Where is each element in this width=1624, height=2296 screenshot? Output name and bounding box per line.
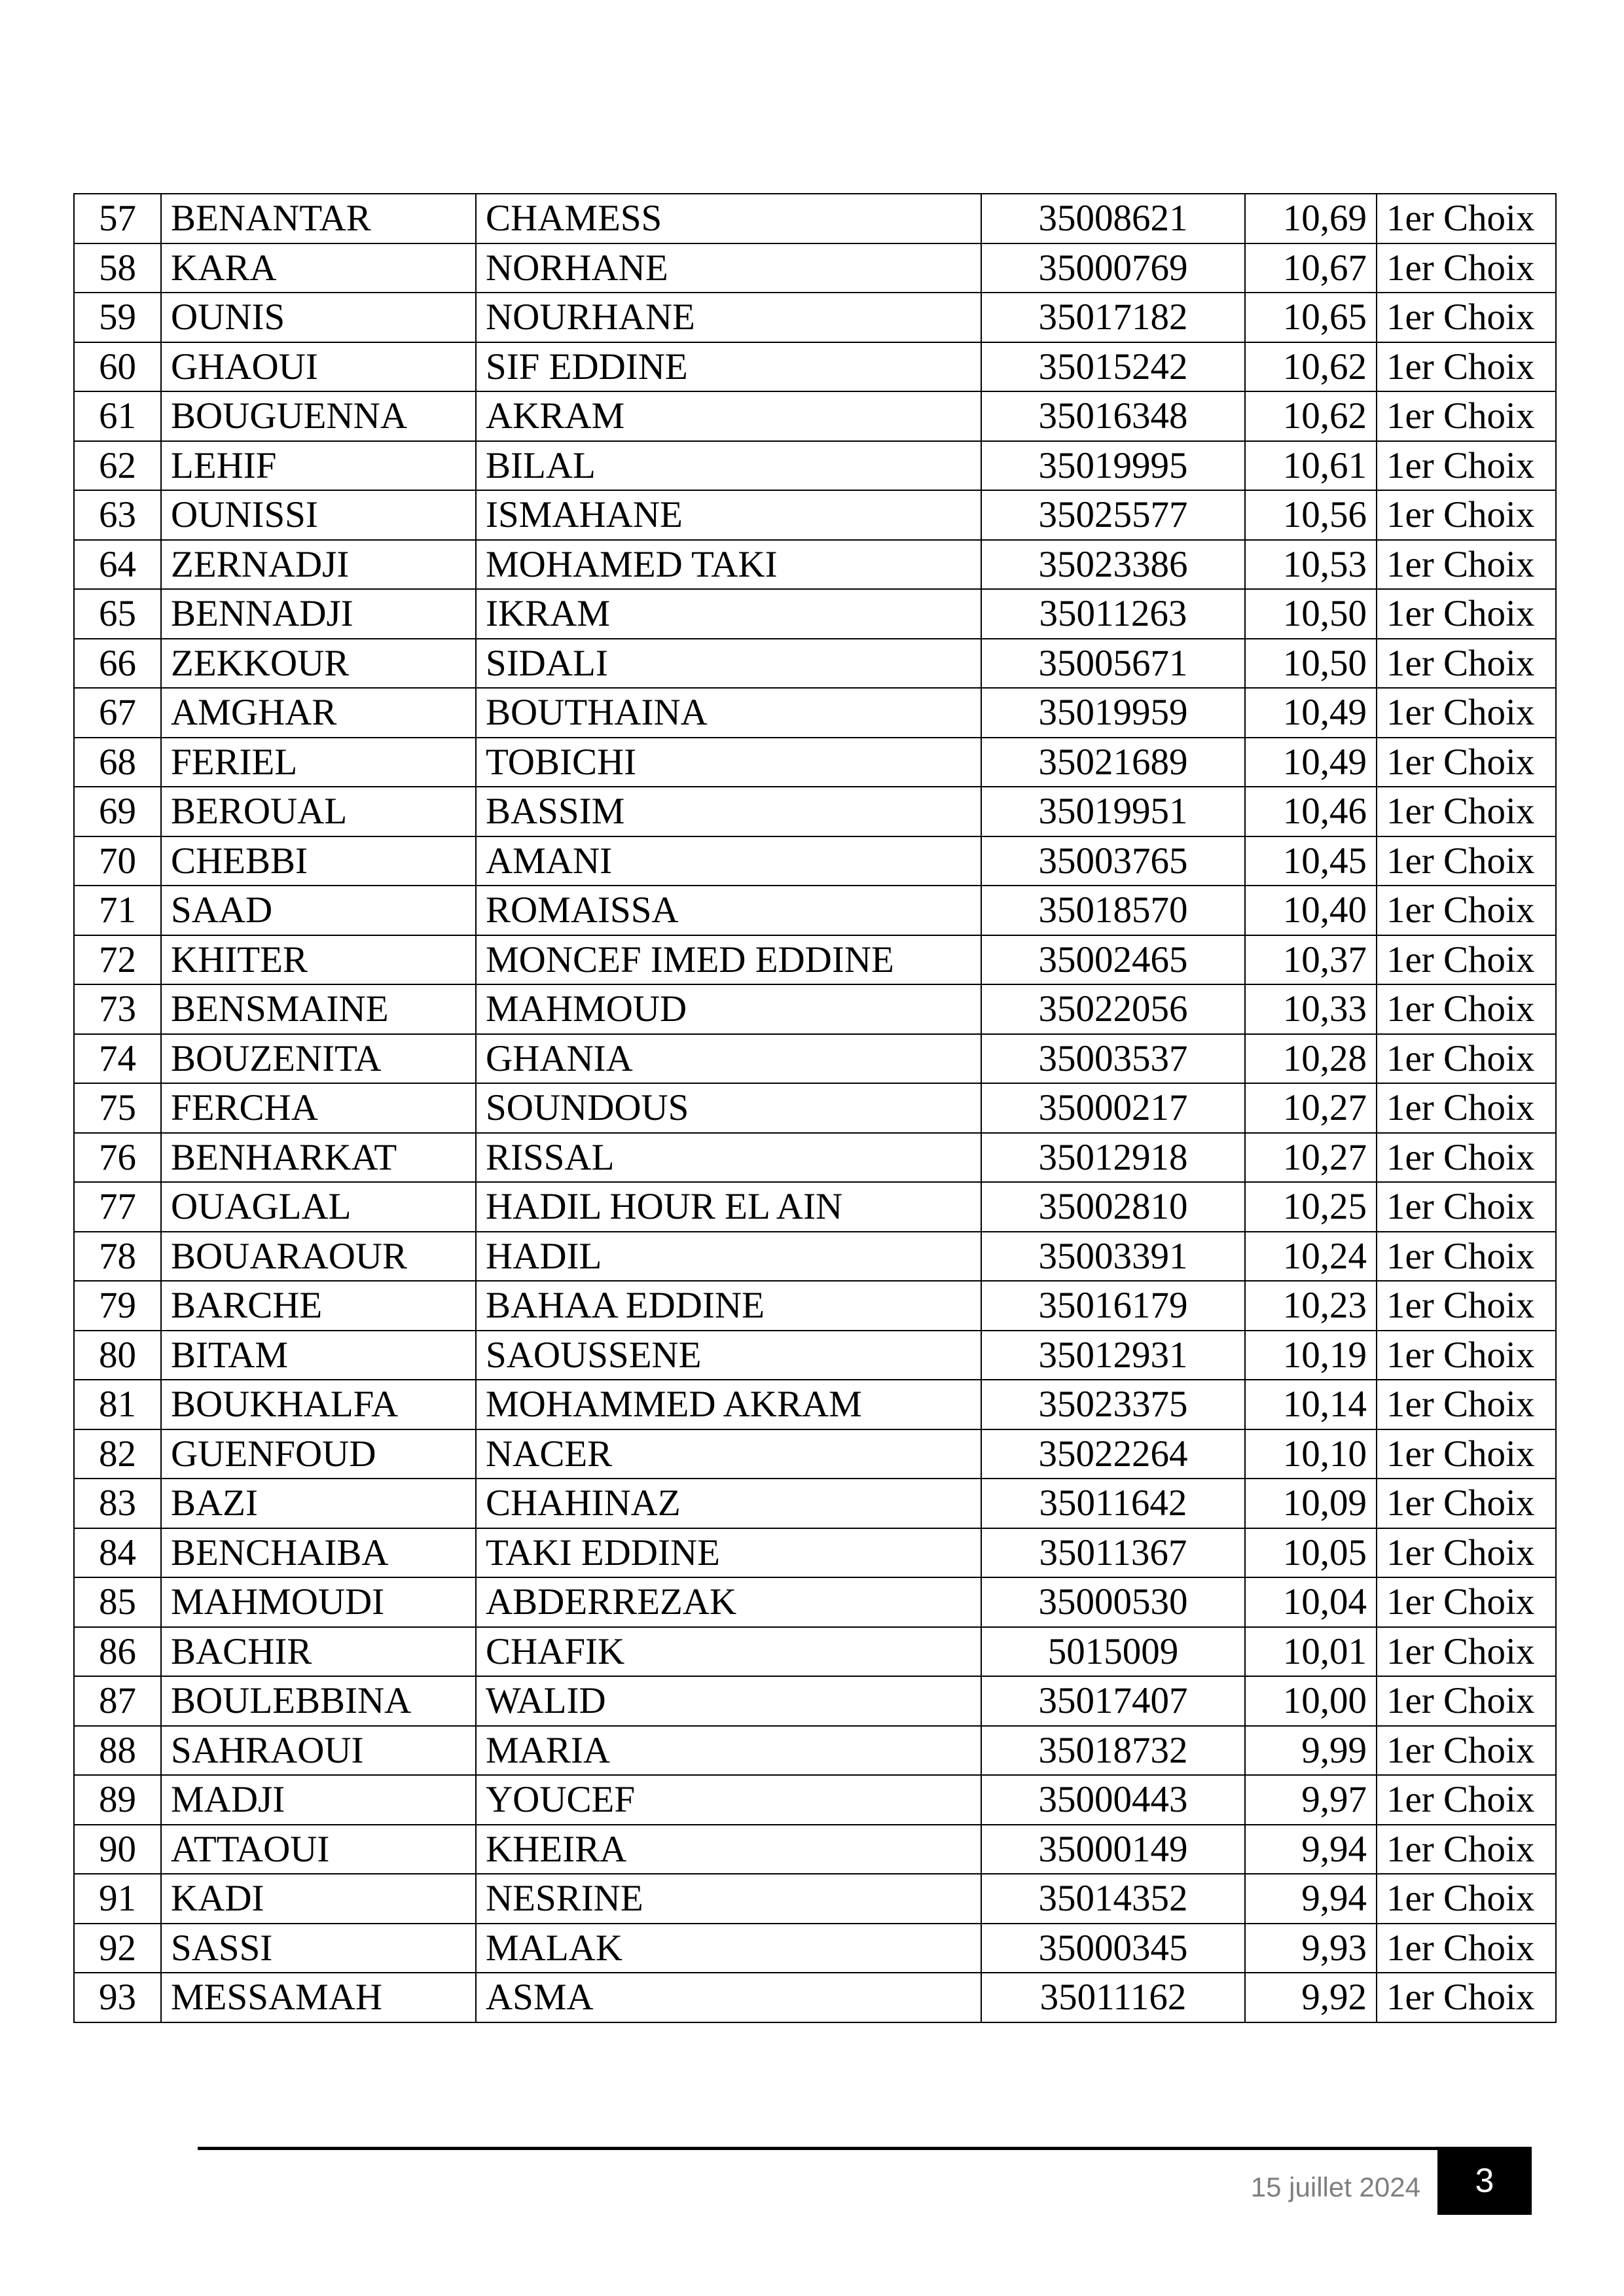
choice-cell: 1er Choix (1377, 1627, 1556, 1677)
score-cell: 10,37 (1245, 935, 1377, 985)
first-name-cell: KHEIRA (476, 1825, 981, 1874)
rank-cell: 63 (74, 490, 161, 540)
rank-cell: 80 (74, 1331, 161, 1380)
rank-cell: 93 (74, 1973, 161, 2022)
rank-cell: 74 (74, 1034, 161, 1084)
score-cell: 10,04 (1245, 1577, 1377, 1627)
last-name-cell: BENNADJI (161, 589, 476, 639)
first-name-cell: TOBICHI (476, 738, 981, 787)
last-name-cell: LEHIF (161, 441, 476, 491)
first-name-cell: NORHANE (476, 243, 981, 293)
table-row (74, 1479, 1556, 1528)
candidate-id-cell: 35018732 (981, 1726, 1245, 1776)
score-cell: 10,05 (1245, 1528, 1377, 1578)
table-row (74, 688, 1556, 738)
score-cell: 10,46 (1245, 787, 1377, 836)
rank-cell: 83 (74, 1479, 161, 1528)
first-name-cell: RISSAL (476, 1133, 981, 1183)
last-name-cell: GHAOUI (161, 342, 476, 392)
choice-cell: 1er Choix (1377, 243, 1556, 293)
candidate-id-cell: 5015009 (981, 1627, 1245, 1677)
score-cell: 10,25 (1245, 1182, 1377, 1232)
first-name-cell: CHAHINAZ (476, 1479, 981, 1528)
rank-cell: 68 (74, 738, 161, 787)
table-row (74, 1528, 1556, 1578)
candidate-id-cell: 35003765 (981, 836, 1245, 886)
score-cell: 9,99 (1245, 1726, 1377, 1776)
candidate-id-cell: 35002810 (981, 1182, 1245, 1232)
last-name-cell: SAAD (161, 886, 476, 935)
rank-cell: 86 (74, 1627, 161, 1677)
rank-cell: 64 (74, 540, 161, 590)
rank-cell: 79 (74, 1281, 161, 1331)
table-row (74, 243, 1556, 293)
last-name-cell: BAZI (161, 1479, 476, 1528)
score-cell: 10,33 (1245, 984, 1377, 1034)
choice-cell: 1er Choix (1377, 984, 1556, 1034)
rank-cell: 76 (74, 1133, 161, 1183)
choice-cell: 1er Choix (1377, 1775, 1556, 1825)
table-row (74, 1083, 1556, 1133)
score-cell: 10,45 (1245, 836, 1377, 886)
last-name-cell: BENANTAR (161, 194, 476, 243)
rank-cell: 62 (74, 441, 161, 491)
choice-cell: 1er Choix (1377, 1182, 1556, 1232)
choice-cell: 1er Choix (1377, 836, 1556, 886)
rank-cell: 82 (74, 1429, 161, 1479)
choice-cell: 1er Choix (1377, 886, 1556, 935)
table-row (74, 194, 1556, 243)
choice-cell: 1er Choix (1377, 391, 1556, 441)
choice-cell: 1er Choix (1377, 935, 1556, 985)
table-row (74, 1380, 1556, 1429)
choice-cell: 1er Choix (1377, 1726, 1556, 1776)
candidate-id-cell: 35018570 (981, 886, 1245, 935)
first-name-cell: ISMAHANE (476, 490, 981, 540)
first-name-cell: CHAMESS (476, 194, 981, 243)
table-row (74, 1331, 1556, 1380)
last-name-cell: MAHMOUDI (161, 1577, 476, 1627)
rank-cell: 57 (74, 194, 161, 243)
choice-cell: 1er Choix (1377, 441, 1556, 491)
choice-cell: 1er Choix (1377, 639, 1556, 689)
score-cell: 10,09 (1245, 1479, 1377, 1528)
choice-cell: 1er Choix (1377, 1232, 1556, 1282)
results-table (73, 193, 1557, 2023)
score-cell: 10,69 (1245, 194, 1377, 243)
score-cell: 10,19 (1245, 1331, 1377, 1380)
candidate-id-cell: 35021689 (981, 738, 1245, 787)
candidate-id-cell: 35019951 (981, 787, 1245, 836)
first-name-cell: NESRINE (476, 1874, 981, 1924)
table-row (74, 787, 1556, 836)
results-table-body (74, 194, 1556, 2022)
candidate-id-cell: 35002465 (981, 935, 1245, 985)
choice-cell: 1er Choix (1377, 1924, 1556, 1973)
candidate-id-cell: 35000345 (981, 1924, 1245, 1973)
table-row (74, 1924, 1556, 1973)
table-row (74, 1676, 1556, 1726)
table-row (74, 935, 1556, 985)
table-row (74, 342, 1556, 392)
candidate-id-cell: 35016179 (981, 1281, 1245, 1331)
table-row (74, 1034, 1556, 1084)
last-name-cell: AMGHAR (161, 688, 476, 738)
rank-cell: 75 (74, 1083, 161, 1133)
choice-cell: 1er Choix (1377, 787, 1556, 836)
rank-cell: 78 (74, 1232, 161, 1282)
score-cell: 10,50 (1245, 589, 1377, 639)
table-row (74, 1627, 1556, 1677)
score-cell: 10,27 (1245, 1083, 1377, 1133)
score-cell: 10,53 (1245, 540, 1377, 590)
first-name-cell: YOUCEF (476, 1775, 981, 1825)
table-row (74, 441, 1556, 491)
last-name-cell: FERCHA (161, 1083, 476, 1133)
score-cell: 10,67 (1245, 243, 1377, 293)
rank-cell: 67 (74, 688, 161, 738)
rank-cell: 72 (74, 935, 161, 985)
table-row (74, 836, 1556, 886)
first-name-cell: MOHAMMED AKRAM (476, 1380, 981, 1429)
table-row (74, 1973, 1556, 2022)
score-cell: 10,50 (1245, 639, 1377, 689)
last-name-cell: BOUGUENNA (161, 391, 476, 441)
first-name-cell: ABDERREZAK (476, 1577, 981, 1627)
table-row (74, 1825, 1556, 1874)
last-name-cell: BENCHAIBA (161, 1528, 476, 1578)
first-name-cell: SIF EDDINE (476, 342, 981, 392)
score-cell: 9,92 (1245, 1973, 1377, 2022)
first-name-cell: MOHAMED TAKI (476, 540, 981, 590)
last-name-cell: OUNISSI (161, 490, 476, 540)
candidate-id-cell: 35022264 (981, 1429, 1245, 1479)
last-name-cell: ATTAOUI (161, 1825, 476, 1874)
last-name-cell: BITAM (161, 1331, 476, 1380)
last-name-cell: MESSAMAH (161, 1973, 476, 2022)
score-cell: 10,14 (1245, 1380, 1377, 1429)
candidate-id-cell: 35000530 (981, 1577, 1245, 1627)
score-cell: 10,65 (1245, 293, 1377, 342)
score-cell: 10,27 (1245, 1133, 1377, 1183)
last-name-cell: SAHRAOUI (161, 1726, 476, 1776)
table-row (74, 1874, 1556, 1924)
score-cell: 10,23 (1245, 1281, 1377, 1331)
table-row (74, 1775, 1556, 1825)
candidate-id-cell: 35008621 (981, 194, 1245, 243)
score-cell: 10,01 (1245, 1627, 1377, 1677)
score-cell: 10,61 (1245, 441, 1377, 491)
candidate-id-cell: 35011367 (981, 1528, 1245, 1578)
choice-cell: 1er Choix (1377, 293, 1556, 342)
last-name-cell: BENSMAINE (161, 984, 476, 1034)
table-row (74, 1726, 1556, 1776)
score-cell: 10,28 (1245, 1034, 1377, 1084)
choice-cell: 1er Choix (1377, 1479, 1556, 1528)
candidate-id-cell: 35019959 (981, 688, 1245, 738)
candidate-id-cell: 35011642 (981, 1479, 1245, 1528)
choice-cell: 1er Choix (1377, 1429, 1556, 1479)
candidate-id-cell: 35000149 (981, 1825, 1245, 1874)
candidate-id-cell: 35012931 (981, 1331, 1245, 1380)
choice-cell: 1er Choix (1377, 1380, 1556, 1429)
choice-cell: 1er Choix (1377, 342, 1556, 392)
first-name-cell: GHANIA (476, 1034, 981, 1084)
score-cell: 10,56 (1245, 490, 1377, 540)
table-row (74, 1232, 1556, 1282)
last-name-cell: BOULEBBINA (161, 1676, 476, 1726)
candidate-id-cell: 35023375 (981, 1380, 1245, 1429)
first-name-cell: SAOUSSENE (476, 1331, 981, 1380)
choice-cell: 1er Choix (1377, 1034, 1556, 1084)
rank-cell: 85 (74, 1577, 161, 1627)
rank-cell: 87 (74, 1676, 161, 1726)
rank-cell: 59 (74, 293, 161, 342)
first-name-cell: SOUNDOUS (476, 1083, 981, 1133)
candidate-id-cell: 35015242 (981, 342, 1245, 392)
choice-cell: 1er Choix (1377, 1973, 1556, 2022)
candidate-id-cell: 35022056 (981, 984, 1245, 1034)
choice-cell: 1er Choix (1377, 1676, 1556, 1726)
rank-cell: 61 (74, 391, 161, 441)
rank-cell: 77 (74, 1182, 161, 1232)
first-name-cell: WALID (476, 1676, 981, 1726)
rank-cell: 90 (74, 1825, 161, 1874)
candidate-id-cell: 35014352 (981, 1874, 1245, 1924)
last-name-cell: BARCHE (161, 1281, 476, 1331)
choice-cell: 1er Choix (1377, 1577, 1556, 1627)
table-row (74, 1577, 1556, 1627)
candidate-id-cell: 35017182 (981, 293, 1245, 342)
table-row (74, 639, 1556, 689)
rank-cell: 65 (74, 589, 161, 639)
candidate-id-cell: 35017407 (981, 1676, 1245, 1726)
candidate-id-cell: 35019995 (981, 441, 1245, 491)
first-name-cell: BASSIM (476, 787, 981, 836)
last-name-cell: OUAGLAL (161, 1182, 476, 1232)
last-name-cell: BOUARAOUR (161, 1232, 476, 1282)
table-row (74, 1429, 1556, 1479)
rank-cell: 89 (74, 1775, 161, 1825)
first-name-cell: IKRAM (476, 589, 981, 639)
candidate-id-cell: 35000217 (981, 1083, 1245, 1133)
last-name-cell: MADJI (161, 1775, 476, 1825)
last-name-cell: SASSI (161, 1924, 476, 1973)
first-name-cell: MARIA (476, 1726, 981, 1776)
table-row (74, 1133, 1556, 1183)
rank-cell: 73 (74, 984, 161, 1034)
last-name-cell: BACHIR (161, 1627, 476, 1677)
first-name-cell: NOURHANE (476, 293, 981, 342)
footer-date: 15 juillet 2024 (1250, 2172, 1420, 2202)
first-name-cell: NACER (476, 1429, 981, 1479)
first-name-cell: MONCEF IMED EDDINE (476, 935, 981, 985)
candidate-id-cell: 35003391 (981, 1232, 1245, 1282)
choice-cell: 1er Choix (1377, 1133, 1556, 1183)
first-name-cell: BAHAA EDDINE (476, 1281, 981, 1331)
last-name-cell: ZEKKOUR (161, 639, 476, 689)
first-name-cell: BILAL (476, 441, 981, 491)
last-name-cell: FERIEL (161, 738, 476, 787)
last-name-cell: KARA (161, 243, 476, 293)
score-cell: 10,10 (1245, 1429, 1377, 1479)
candidate-id-cell: 35011162 (981, 1973, 1245, 2022)
rank-cell: 91 (74, 1874, 161, 1924)
choice-cell: 1er Choix (1377, 1528, 1556, 1578)
candidate-id-cell: 35003537 (981, 1034, 1245, 1084)
table-row (74, 589, 1556, 639)
choice-cell: 1er Choix (1377, 1331, 1556, 1380)
first-name-cell: SIDALI (476, 639, 981, 689)
last-name-cell: CHEBBI (161, 836, 476, 886)
last-name-cell: BENHARKAT (161, 1133, 476, 1183)
table-row (74, 886, 1556, 935)
last-name-cell: ZERNADJI (161, 540, 476, 590)
last-name-cell: BOUZENITA (161, 1034, 476, 1084)
rank-cell: 92 (74, 1924, 161, 1973)
score-cell: 9,94 (1245, 1874, 1377, 1924)
score-cell: 10,24 (1245, 1232, 1377, 1282)
candidate-id-cell: 35025577 (981, 490, 1245, 540)
candidate-id-cell: 35012918 (981, 1133, 1245, 1183)
last-name-cell: KADI (161, 1874, 476, 1924)
choice-cell: 1er Choix (1377, 540, 1556, 590)
choice-cell: 1er Choix (1377, 490, 1556, 540)
score-cell: 10,49 (1245, 688, 1377, 738)
choice-cell: 1er Choix (1377, 1874, 1556, 1924)
first-name-cell: BOUTHAINA (476, 688, 981, 738)
score-cell: 9,94 (1245, 1825, 1377, 1874)
rank-cell: 60 (74, 342, 161, 392)
score-cell: 10,49 (1245, 738, 1377, 787)
rank-cell: 81 (74, 1380, 161, 1429)
last-name-cell: GUENFOUD (161, 1429, 476, 1479)
choice-cell: 1er Choix (1377, 1083, 1556, 1133)
first-name-cell: HADIL HOUR EL AIN (476, 1182, 981, 1232)
choice-cell: 1er Choix (1377, 738, 1556, 787)
choice-cell: 1er Choix (1377, 194, 1556, 243)
rank-cell: 88 (74, 1726, 161, 1776)
table-row (74, 1182, 1556, 1232)
choice-cell: 1er Choix (1377, 1825, 1556, 1874)
first-name-cell: TAKI EDDINE (476, 1528, 981, 1578)
rank-cell: 58 (74, 243, 161, 293)
candidate-id-cell: 35000769 (981, 243, 1245, 293)
rank-cell: 84 (74, 1528, 161, 1578)
rank-cell: 71 (74, 886, 161, 935)
score-cell: 9,97 (1245, 1775, 1377, 1825)
table-row (74, 540, 1556, 590)
rank-cell: 70 (74, 836, 161, 886)
rank-cell: 66 (74, 639, 161, 689)
table-row (74, 391, 1556, 441)
last-name-cell: OUNIS (161, 293, 476, 342)
candidate-id-cell: 35000443 (981, 1775, 1245, 1825)
footer-divider (198, 2147, 1440, 2150)
table-row (74, 293, 1556, 342)
page-number: 3 (1437, 2147, 1532, 2215)
table-row (74, 1281, 1556, 1331)
choice-cell: 1er Choix (1377, 1281, 1556, 1331)
first-name-cell: MALAK (476, 1924, 981, 1973)
last-name-cell: KHITER (161, 935, 476, 985)
first-name-cell: AKRAM (476, 391, 981, 441)
first-name-cell: ASMA (476, 1973, 981, 2022)
score-cell: 10,40 (1245, 886, 1377, 935)
score-cell: 9,93 (1245, 1924, 1377, 1973)
choice-cell: 1er Choix (1377, 589, 1556, 639)
table-row (74, 490, 1556, 540)
rank-cell: 69 (74, 787, 161, 836)
table-row (74, 738, 1556, 787)
choice-cell: 1er Choix (1377, 688, 1556, 738)
first-name-cell: MAHMOUD (476, 984, 981, 1034)
candidate-id-cell: 35011263 (981, 589, 1245, 639)
score-cell: 10,00 (1245, 1676, 1377, 1726)
first-name-cell: ROMAISSA (476, 886, 981, 935)
candidate-id-cell: 35016348 (981, 391, 1245, 441)
last-name-cell: BOUKHALFA (161, 1380, 476, 1429)
score-cell: 10,62 (1245, 391, 1377, 441)
candidate-id-cell: 35023386 (981, 540, 1245, 590)
table-row (74, 984, 1556, 1034)
candidate-id-cell: 35005671 (981, 639, 1245, 689)
first-name-cell: HADIL (476, 1232, 981, 1282)
first-name-cell: CHAFIK (476, 1627, 981, 1677)
last-name-cell: BEROUAL (161, 787, 476, 836)
score-cell: 10,62 (1245, 342, 1377, 392)
first-name-cell: AMANI (476, 836, 981, 886)
